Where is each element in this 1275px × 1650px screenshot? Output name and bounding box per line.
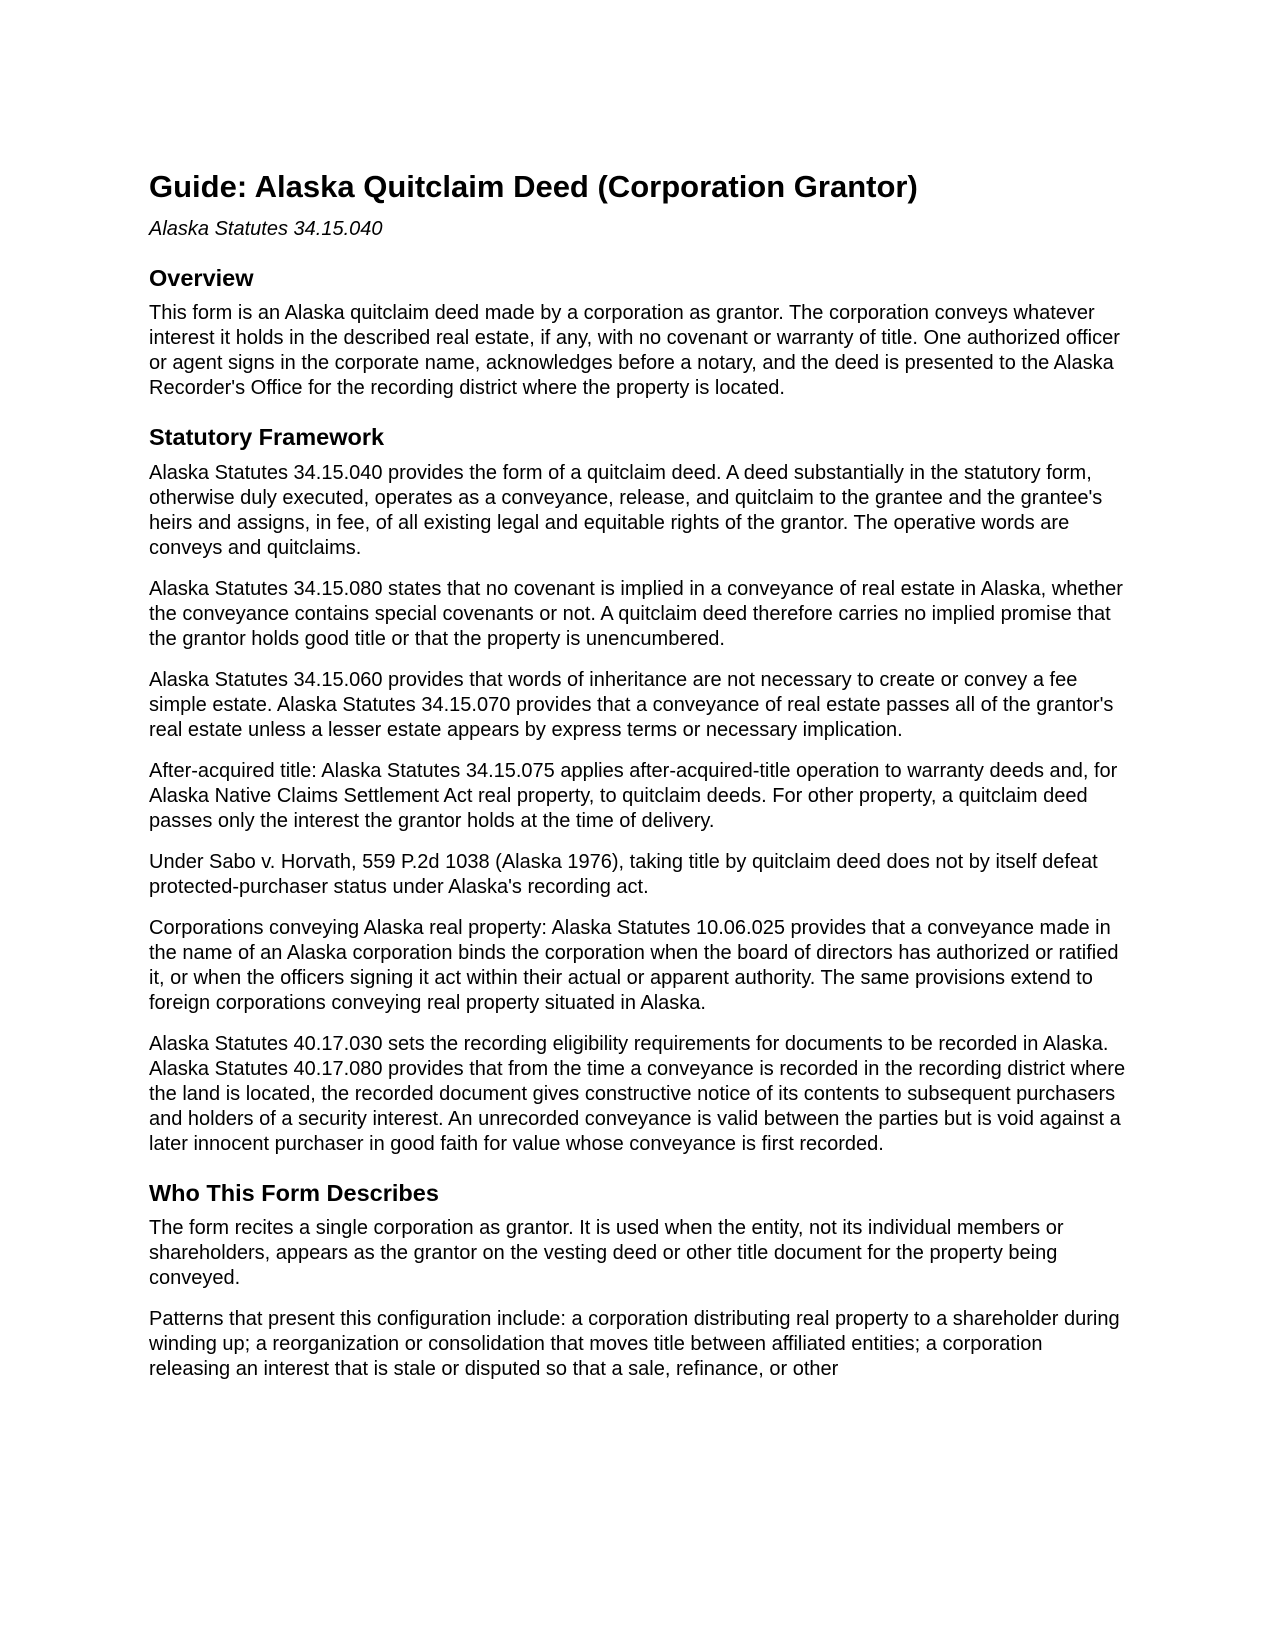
section-statutory-framework [149, 423, 1129, 1156]
paragraph: After-acquired title: Alaska Statutes 34.15.075 applies after-acquired-title operation to warranty deeds and, for Alaska Native Claims Settlement Act real property, to quitclaim deeds. For other property, a quitclaim deed passes only the interest the grantor holds at the time of delivery. [149, 759, 1118, 832]
section-who-this-form-describes [149, 1179, 1129, 1382]
section-heading: Who This Form Describes [149, 1179, 439, 1206]
paragraph: Corporations conveying Alaska real property: Alaska Statutes 10.06.025 provides that a conveyance made in the name of an Alaska corporation binds the corporation when the board of directors has authorized or ratified it, or when the officers signing it act within their actual or apparent authority. The same provisions extend to foreign corporations conveying real property situated in Alaska. [149, 916, 1119, 1014]
document-page [149, 168, 1129, 1398]
section-heading: Overview [149, 264, 254, 291]
paragraph: Under Sabo v. Horvath, 559 P.2d 1038 (Alaska 1976), taking title by quitclaim deed does not by itself defeat protected-purchaser status under Alaska's recording act. [149, 850, 1098, 898]
paragraph: Alaska Statutes 34.15.040 provides the form of a quitclaim deed. A deed substantially in the statutory form, otherwise duly executed, operates as a conveyance, release, and quitclaim to the grantee and the grantee's heirs and assigns, in fee, of all existing legal and equitable rights of the grantor. The operative words are conveys and quitclaims. [149, 461, 1103, 559]
paragraph: This form is an Alaska quitclaim deed made by a corporation as grantor. The corporation conveys whatever interest it holds in the described real estate, if any, with no covenant or warranty of title. One authorized officer or agent signs in the corporate name, acknowledges before a notary, and the deed is presented to the Alaska Recorder's Office for the recording district where the property is located. [149, 302, 1120, 400]
paragraph: Alaska Statutes 34.15.060 provides that words of inheritance are not necessary to create or convey a fee simple estate. Alaska Statutes 34.15.070 provides that a conveyance of real estate passes all of the grantor's real estate unless a lesser estate appears by express terms or necessary implication. [149, 668, 1114, 741]
document-title: Guide: Alaska Quitclaim Deed (Corporation Grantor) [149, 169, 918, 204]
document-subtitle: Alaska Statutes 34.15.040 [149, 217, 383, 240]
paragraph: Patterns that present this configuration include: a corporation distributing real property to a shareholder during winding up; a reorganization or consolidation that moves title between affiliated entities; a corporation releasing an interest that is stale or disputed so that a sale, refinance, or other [149, 1307, 1120, 1380]
paragraph: Alaska Statutes 40.17.030 sets the recording eligibility requirements for documents to be recorded in Alaska. Alaska Statutes 40.17.080 provides that from the time a conveyance is recorded in the recording district where the land is located, the recorded document gives constructive notice of its contents to subsequent purchasers and holders of a security interest. An unrecorded conveyance is valid between the parties but is void against a later innocent purchaser in good faith for value whose conveyance is first recorded. [149, 1032, 1126, 1155]
paragraph: The form recites a single corporation as grantor. It is used when the entity, not its individual members or shareholders, appears as the grantor on the vesting deed or other title document for the property being conveyed. [149, 1216, 1064, 1289]
section-heading: Statutory Framework [149, 424, 385, 451]
section-overview [149, 264, 1129, 401]
paragraph: Alaska Statutes 34.15.080 states that no covenant is implied in a conveyance of real estate in Alaska, whether the conveyance contains special covenants or not. A quitclaim deed therefore carries no implied promise that the grantor holds good title or that the property is unencumbered. [149, 577, 1123, 650]
